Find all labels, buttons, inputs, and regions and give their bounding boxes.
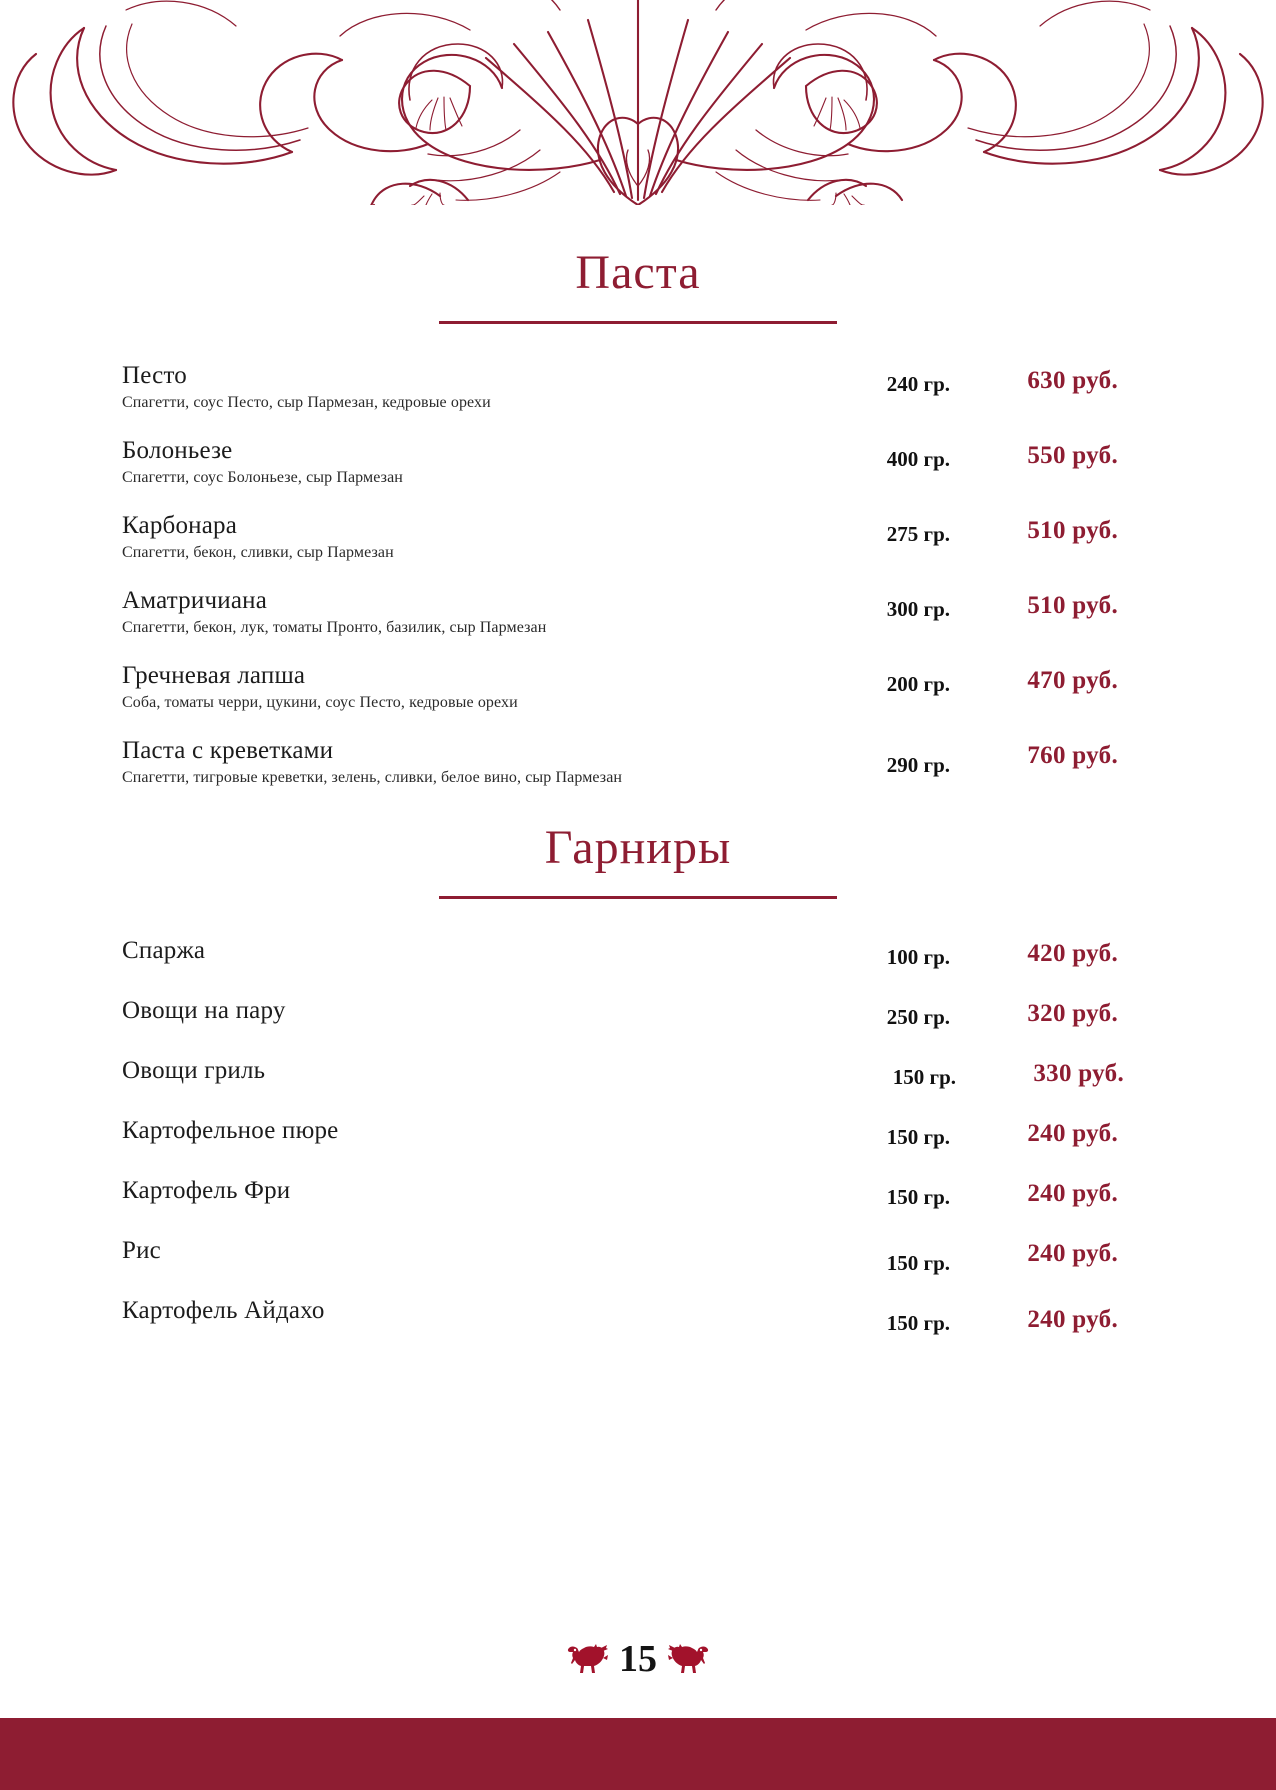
menu-item-text bbox=[0, 1057, 790, 1085]
menu-item-name: Картофель Айдахо bbox=[122, 1297, 325, 1324]
menu-item-text bbox=[0, 1297, 790, 1325]
menu-item-row[interactable] bbox=[0, 587, 1276, 662]
menu-item-list bbox=[0, 362, 1276, 812]
menu-item-description: Спагетти, бекон, сливки, сыр Пармезан bbox=[122, 543, 394, 561]
section-garnishes bbox=[0, 820, 1276, 1357]
menu-item-row[interactable] bbox=[0, 362, 1276, 437]
menu-item-description: Спагетти, бекон, лук, томаты Пронто, базилик, сыр Пармезан bbox=[122, 618, 547, 636]
menu-item-description: Спагетти, соус Песто, сыр Пармезан, кедровые орехи bbox=[122, 393, 491, 411]
menu-item-price: 510 руб. bbox=[1027, 592, 1118, 619]
section-header bbox=[0, 245, 1276, 340]
menu-item-text bbox=[0, 512, 790, 563]
menu-item-row[interactable] bbox=[0, 1117, 1276, 1177]
menu-item-price: 470 руб. bbox=[1027, 667, 1118, 694]
menu-item-list bbox=[0, 937, 1276, 1357]
menu-item-weight: 290 гр. bbox=[886, 753, 950, 777]
section-title: Паста bbox=[575, 246, 701, 299]
menu-item-text bbox=[0, 1117, 790, 1145]
menu-item-weight: 275 гр. bbox=[886, 522, 950, 546]
menu-item-row[interactable] bbox=[0, 937, 1276, 997]
menu-item-name: Паста с креветками bbox=[122, 737, 334, 764]
menu-item-text bbox=[0, 437, 790, 488]
menu-item-price: 510 руб. bbox=[1027, 517, 1118, 544]
page-footer bbox=[0, 1640, 1276, 1678]
menu-item-weight: 150 гр. bbox=[886, 1185, 950, 1209]
menu-item-row[interactable] bbox=[0, 737, 1276, 812]
menu-item-text bbox=[0, 1177, 790, 1205]
menu-item-weight: 250 гр. bbox=[886, 1005, 950, 1029]
page-number: 15 bbox=[619, 1638, 657, 1680]
menu-item-text bbox=[0, 587, 790, 638]
menu-item-name: Овощи на пару bbox=[122, 997, 286, 1024]
menu-item-description: Спагетти, тигровые креветки, зелень, сливки, белое вино, сыр Пармезан bbox=[122, 768, 623, 786]
menu-item-weight: 150 гр. bbox=[886, 1311, 950, 1335]
menu-item-price: 330 руб. bbox=[1033, 1060, 1124, 1087]
menu-item-text bbox=[0, 737, 790, 788]
menu-item-price: 240 руб. bbox=[1027, 1180, 1118, 1207]
menu-item-price: 630 руб. bbox=[1027, 367, 1118, 394]
menu-item-name: Картофель Фри bbox=[122, 1177, 291, 1204]
section-divider bbox=[439, 896, 837, 899]
section-title: Гарниры bbox=[544, 821, 732, 874]
menu-item-name: Болоньезе bbox=[122, 437, 233, 464]
menu-item-name: Спаржа bbox=[122, 937, 206, 964]
menu-item-description: Соба, томаты черри, цукини, соус Песто, кедровые орехи bbox=[122, 693, 518, 711]
menu-item-name: Карбонара bbox=[122, 512, 238, 539]
menu-item-row[interactable] bbox=[0, 1057, 1276, 1117]
section-header bbox=[0, 820, 1276, 915]
menu-item-text bbox=[0, 1237, 790, 1265]
menu-item-weight: 300 гр. bbox=[886, 597, 950, 621]
menu-item-text bbox=[0, 362, 790, 413]
menu-item-weight: 240 гр. bbox=[886, 372, 950, 396]
menu-item-row[interactable] bbox=[0, 1177, 1276, 1237]
menu-item-text bbox=[0, 997, 790, 1025]
section-divider bbox=[439, 321, 837, 324]
menu-item-price: 240 руб. bbox=[1027, 1306, 1118, 1333]
menu-item-row[interactable] bbox=[0, 997, 1276, 1057]
menu-item-text bbox=[0, 937, 790, 965]
menu-item-weight: 150 гр. bbox=[886, 1251, 950, 1275]
menu-item-price: 240 руб. bbox=[1027, 1240, 1118, 1267]
section-pasta bbox=[0, 245, 1276, 812]
menu-item-text bbox=[0, 662, 790, 713]
menu-item-price: 760 руб. bbox=[1027, 742, 1118, 769]
menu-item-row[interactable] bbox=[0, 1297, 1276, 1357]
menu-item-price: 320 руб. bbox=[1027, 1000, 1118, 1027]
footer-accent-bar bbox=[0, 1718, 1276, 1790]
menu-item-weight: 150 гр. bbox=[886, 1125, 950, 1149]
menu-item-row[interactable] bbox=[0, 437, 1276, 512]
menu-item-name: Овощи гриль bbox=[122, 1057, 266, 1084]
menu-item-price: 240 руб. bbox=[1027, 1120, 1118, 1147]
menu-item-weight: 200 гр. bbox=[886, 672, 950, 696]
menu-item-weight: 150 гр. bbox=[892, 1065, 956, 1089]
menu-item-name: Песто bbox=[122, 362, 187, 389]
menu-item-name: Аматричиана bbox=[122, 587, 267, 614]
menu-item-name: Рис bbox=[122, 1237, 161, 1264]
menu-item-weight: 400 гр. bbox=[886, 447, 950, 471]
menu-item-price: 550 руб. bbox=[1027, 442, 1118, 469]
heraldic-lion-icon bbox=[563, 1642, 609, 1676]
menu-item-weight: 100 гр. bbox=[886, 945, 950, 969]
heraldic-lion-icon bbox=[667, 1642, 713, 1676]
baroque-ornament-header bbox=[0, 0, 1276, 205]
menu-item-price: 420 руб. bbox=[1027, 940, 1118, 967]
menu-item-name: Картофельное пюре bbox=[122, 1117, 339, 1144]
menu-item-row[interactable] bbox=[0, 512, 1276, 587]
menu-item-name: Гречневая лапша bbox=[122, 662, 306, 689]
menu-item-row[interactable] bbox=[0, 662, 1276, 737]
menu-item-description: Спагетти, соус Болоньезе, сыр Пармезан bbox=[122, 468, 403, 486]
menu-item-row[interactable] bbox=[0, 1237, 1276, 1297]
